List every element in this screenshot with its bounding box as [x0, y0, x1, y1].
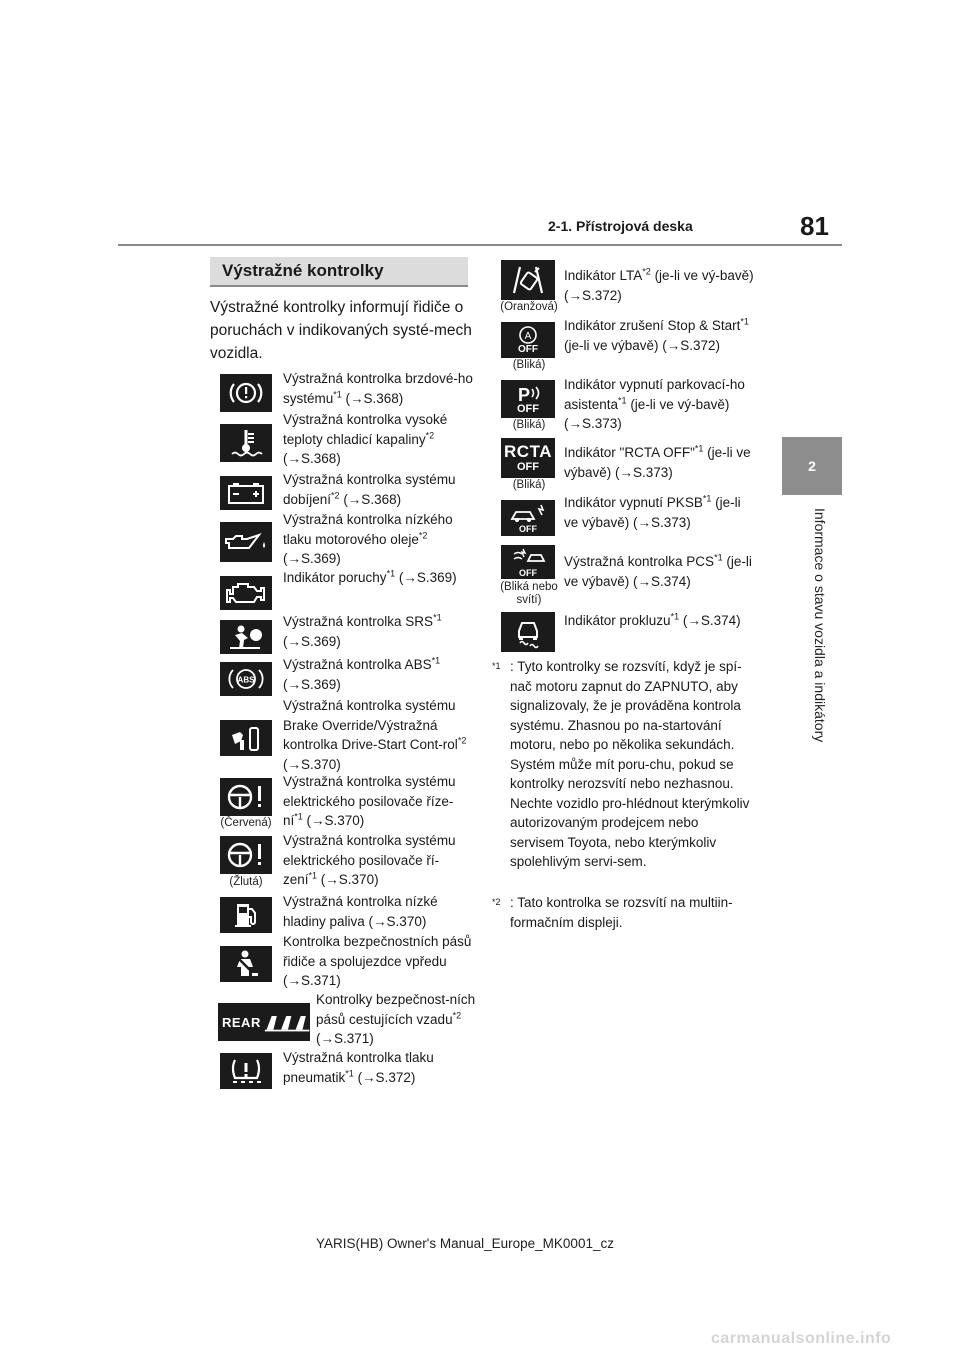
oil-pressure-icon: [220, 522, 272, 562]
svg-text:P: P: [518, 384, 531, 404]
indicator-description: Výstražná kontrolka ABS$^{*1}$ (→S.369): [283, 655, 441, 692]
indicator-description: Výstražná kontrolka systému elektrického posilovače ří-zení$^{*1}$ (→S.370): [283, 833, 456, 887]
indicator-description: Výstražná kontrolka systému Brake Override/Výstražná kontrolka Drive-Start Cont-rol$^{*2}$ (→S.370): [283, 698, 467, 772]
indicator-caption: (Oranžová): [500, 301, 558, 313]
footnote: [492, 657, 754, 872]
slip-indicator-icon: [501, 612, 555, 652]
battery-icon: [220, 476, 272, 510]
indicator-caption: (Žlutá): [229, 876, 263, 888]
chapter-tab: 2: [782, 437, 842, 495]
intro-text: Výstražné kontrolky informují řidiče o poruchách v indikovaných systé-mech vozidla.: [210, 299, 472, 362]
lta-icon: [501, 260, 555, 300]
indicator-description: Výstražná kontrolka PCS$^{*1}$ (je-li ve výbavě) (→S.374): [564, 552, 752, 589]
indicator-description: Výstražná kontrolka tlaku pneumatik$^{*1}$ (→S.372): [283, 1050, 434, 1085]
svg-text:ABS: ABS: [237, 675, 255, 685]
seatbelt-front-icon: [220, 946, 272, 982]
check-engine-icon: [220, 576, 272, 610]
power-steering-red-icon: [220, 778, 272, 816]
chapter-title: Informace o stavu vozidla a indikátory: [812, 508, 828, 743]
parking-assist-off-icon: P OFF: [501, 380, 555, 418]
indicator-caption: (Červená): [220, 817, 272, 829]
pksb-off-icon: OFF: [501, 500, 555, 536]
indicator-caption: (Bliká): [512, 479, 546, 491]
indicator-description: Kontrolka bezpečnostních pásů řidiče a spolujezdce vpředu (→S.371): [283, 934, 472, 988]
indicator-description: Výstražná kontrolka nízkého tlaku motorového oleje$^{*2}$ (→S.369): [283, 512, 453, 566]
brake-override-icon: [220, 720, 272, 756]
indicator-description: Výstražná kontrolka nízké hladiny paliva (→S.370): [283, 894, 438, 929]
indicator-caption: (Bliká nebo svítí): [500, 581, 558, 606]
indicator-description: Výstražná kontrolka systému dobíjení$^{*2}$ (→S.368): [283, 472, 456, 507]
footnote-mark: *1: [492, 661, 501, 671]
footnote-text: : Tyto kontrolky se rozsvítí, když je spí-nač motoru zapnut do ZAPNUTO, aby signalizovaly, že je prováděna kontrola systému. Zhasnou po na-startování motoru, nebo po několika sekundách. Systém může mít poru-chu, pokud se kontrolky nerozsvítí nebo nezhasnou. Nechte vozidlo pro-hlédnout kterýmkoliv autorizovaným prodejcem nebo servisem Toyota, nebo kterýmkoliv spolehlivým servi-sem.: [510, 659, 750, 869]
indicator-description: Výstražná kontrolka SRS$^{*1}$ (→S.369): [283, 612, 442, 649]
header-divider: [118, 244, 842, 246]
indicator-description: Výstražná kontrolka vysoké teploty chladicí kapaliny$^{*2}$ (→S.368): [283, 412, 448, 466]
footnote: [492, 893, 754, 932]
page-number: 81: [800, 211, 829, 241]
indicator-description: Indikátor prokluzu$^{*1}$ (→S.374): [564, 611, 741, 628]
stop-start-off-icon: A OFF: [501, 322, 555, 358]
svg-text:A: A: [524, 331, 532, 342]
brake-warning-icon: [220, 374, 272, 412]
pcs-icon: OFF: [501, 545, 555, 579]
indicator-caption: (Bliká): [512, 359, 546, 371]
section-title: Výstražné kontrolky: [210, 257, 468, 287]
rcta-off-icon: RCTA OFF: [501, 438, 555, 478]
section-header: 2-1. Přístrojová deska: [548, 218, 693, 234]
indicator-description: Indikátor zrušení Stop & Start$^{*1}$ (je-li ve výbavě) (→S.372): [564, 316, 749, 353]
indicator-caption: (Bliká): [512, 419, 546, 431]
indicator-description: Indikátor poruchy$^{*1}$ (→S.369): [283, 568, 457, 585]
indicator-description: Indikátor vypnutí PKSB$^{*1}$ (je-li ve výbavě) (→S.373): [564, 493, 741, 530]
coolant-temperature-icon: [220, 424, 272, 462]
srs-airbag-icon: [220, 620, 272, 654]
indicator-description: Výstražná kontrolka brzdové-ho systému$^{*1}$ (→S.368): [283, 371, 473, 406]
footnote-mark: *2: [492, 897, 501, 907]
power-steering-yellow-icon: [220, 836, 272, 874]
indicator-description: Kontrolky bezpečnost-ních pásů cestujících vzadu$^{*2}$ (→S.371): [316, 992, 476, 1046]
indicator-description: Indikátor vypnutí parkovací-ho asistenta$^{*1}$ (je-li ve vý-bavě) (→S.373): [564, 377, 745, 431]
abs-icon: [220, 662, 272, 696]
indicator-description: Výstražná kontrolka systému elektrického posilovače říze-$ní^{*1}$ (→S.370): [283, 774, 456, 828]
low-fuel-icon: [220, 897, 272, 933]
tire-pressure-icon: [220, 1053, 272, 1089]
watermark: carmanualsonline.info: [711, 1330, 892, 1347]
indicator-description: Indikátor LTA$^{*2}$ (je-li ve vý-bavě) (→S.372): [564, 266, 754, 303]
document-footer: YARIS(HB) Owner's Manual_Europe_MK0001_cz: [316, 1236, 614, 1251]
footnote-text: : Tato kontrolka se rozsvítí na multiin-formačním displeji.: [510, 895, 733, 930]
indicator-description: Indikátor "RCTA OFF"$^{*1}$ (je-li ve výbavě) (→S.373): [564, 443, 751, 480]
seatbelt-rear-icon: REAR: [218, 1003, 310, 1041]
